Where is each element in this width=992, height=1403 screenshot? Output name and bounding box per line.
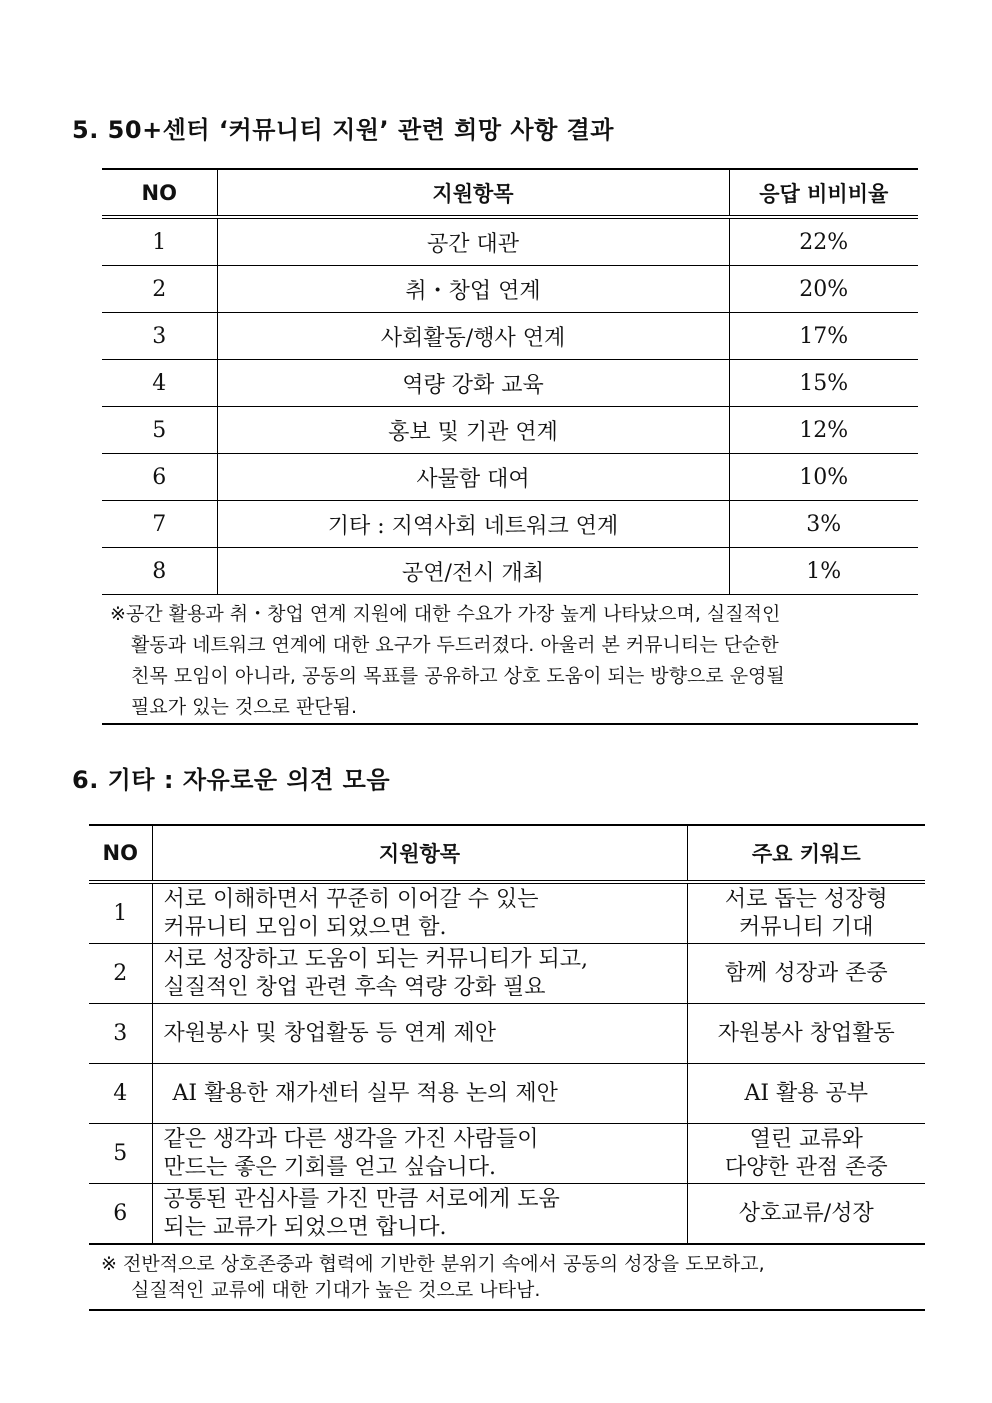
row-item: 사물함 대여 bbox=[217, 454, 729, 501]
table-row bbox=[89, 1004, 925, 1064]
table-row bbox=[102, 548, 918, 595]
table-row bbox=[102, 266, 918, 313]
section6-note bbox=[89, 1244, 925, 1310]
table-row bbox=[102, 360, 918, 407]
row-keyword: 함께 성장과 존중 bbox=[687, 944, 925, 1004]
keyword-line: 열린 교류와 bbox=[749, 1126, 863, 1152]
header-item: 지원항목 bbox=[217, 169, 729, 217]
row-no: 6 bbox=[102, 454, 217, 501]
table-row bbox=[89, 1184, 925, 1245]
row-rate: 15% bbox=[729, 360, 918, 407]
header-no: NO bbox=[102, 169, 217, 217]
row-item: 역량 강화 교육 bbox=[217, 360, 729, 407]
row-keyword bbox=[687, 1124, 925, 1184]
row-rate: 20% bbox=[729, 266, 918, 313]
row-item bbox=[152, 1184, 687, 1245]
item-line: 공통된 관심사를 가진 만큼 서로에게 도움 bbox=[163, 1186, 560, 1212]
row-keyword bbox=[687, 882, 925, 944]
note-line: ※ 전반적으로 상호존중과 협력에 기반한 분위기 속에서 공동의 성장을 도모하고, bbox=[101, 1253, 765, 1275]
row-keyword: 상호교류/성장 bbox=[687, 1184, 925, 1245]
row-item bbox=[152, 1124, 687, 1184]
row-item: 기타 : 지역사회 네트워크 연계 bbox=[217, 501, 729, 548]
row-keyword: AI 활용 공부 bbox=[687, 1064, 925, 1124]
row-no: 5 bbox=[89, 1124, 152, 1184]
row-item: 자원봉사 및 창업활동 등 연계 제안 bbox=[152, 1004, 687, 1064]
note-line: 실질적인 교류에 대한 기대가 높은 것으로 나타남. bbox=[131, 1279, 541, 1301]
table-row bbox=[89, 944, 925, 1004]
row-no: 6 bbox=[89, 1184, 152, 1245]
table-note-row bbox=[102, 595, 918, 725]
row-item bbox=[152, 944, 687, 1004]
header-item: 지원항목 bbox=[152, 825, 687, 882]
table-row bbox=[89, 882, 925, 944]
table-row bbox=[102, 217, 918, 266]
section5-title: 5. 50+센터 ‘커뮤니티 지원’ 관련 희망 사항 결과 bbox=[72, 116, 614, 144]
table-row bbox=[102, 501, 918, 548]
table-row bbox=[102, 407, 918, 454]
row-item: AI 활용한 재가센터 실무 적용 논의 제안 bbox=[152, 1064, 687, 1124]
item-line: 되는 교류가 되었으면 합니다. bbox=[163, 1214, 447, 1240]
row-item: 취・창업 연계 bbox=[217, 266, 729, 313]
row-no: 1 bbox=[89, 882, 152, 944]
row-item: 사회활동/행사 연계 bbox=[217, 313, 729, 360]
table-row bbox=[102, 454, 918, 501]
row-item: 공간 대관 bbox=[217, 217, 729, 266]
row-rate: 22% bbox=[729, 217, 918, 266]
row-keyword: 자원봉사 창업활동 bbox=[687, 1004, 925, 1064]
table-note-row bbox=[89, 1244, 925, 1310]
table-row bbox=[102, 313, 918, 360]
row-item bbox=[152, 882, 687, 944]
header-keyword: 주요 키워드 bbox=[687, 825, 925, 882]
support-preference-table bbox=[102, 168, 918, 725]
note-line: ※공간 활용과 취・창업 연계 지원에 대한 수요가 가장 높게 나타났으며, 실질적인 bbox=[110, 603, 781, 625]
item-line: 서로 성장하고 도움이 되는 커뮤니티가 되고, bbox=[163, 946, 588, 972]
keyword-line: 서로 돕는 성장형 bbox=[724, 886, 888, 912]
row-rate: 1% bbox=[729, 548, 918, 595]
section6-title: 6. 기타 : 자유로운 의견 모음 bbox=[72, 766, 391, 794]
row-no: 4 bbox=[89, 1064, 152, 1124]
row-no: 2 bbox=[102, 266, 217, 313]
row-rate: 10% bbox=[729, 454, 918, 501]
table-row bbox=[89, 1124, 925, 1184]
row-no: 7 bbox=[102, 501, 217, 548]
item-line: 만드는 좋은 기회를 얻고 싶습니다. bbox=[163, 1154, 496, 1180]
keyword-line: 커뮤니티 기대 bbox=[738, 914, 874, 940]
item-line: 실질적인 창업 관련 후속 역량 강화 필요 bbox=[163, 974, 546, 1000]
row-item: 홍보 및 기관 연계 bbox=[217, 407, 729, 454]
keyword-line: 다양한 관점 존중 bbox=[724, 1154, 888, 1180]
item-line: 같은 생각과 다른 생각을 가진 사람들이 bbox=[163, 1126, 539, 1152]
note-line: 활동과 네트워크 연계에 대한 요구가 두드러졌다. 아울러 본 커뮤니티는 단순한 bbox=[131, 634, 779, 656]
row-no: 1 bbox=[102, 217, 217, 266]
table-row bbox=[89, 1064, 925, 1124]
header-rate: 응답 비비비율 bbox=[729, 169, 918, 217]
row-no: 5 bbox=[102, 407, 217, 454]
row-no: 2 bbox=[89, 944, 152, 1004]
table-header-row bbox=[89, 825, 925, 882]
row-no: 4 bbox=[102, 360, 217, 407]
row-no: 3 bbox=[102, 313, 217, 360]
section5-note bbox=[102, 595, 918, 725]
table-header-row bbox=[102, 169, 918, 217]
note-line: 필요가 있는 것으로 판단됨. bbox=[131, 696, 358, 718]
row-no: 8 bbox=[102, 548, 217, 595]
row-item: 공연/전시 개최 bbox=[217, 548, 729, 595]
row-no: 3 bbox=[89, 1004, 152, 1064]
item-line: 커뮤니티 모임이 되었으면 함. bbox=[163, 914, 447, 940]
free-opinion-table bbox=[89, 824, 925, 1311]
item-line: 서로 이해하면서 꾸준히 이어갈 수 있는 bbox=[163, 886, 539, 912]
note-line: 친목 모임이 아니라, 공동의 목표를 공유하고 상호 도움이 되는 방향으로 운영될 bbox=[131, 665, 785, 687]
row-rate: 17% bbox=[729, 313, 918, 360]
header-no: NO bbox=[89, 825, 152, 882]
row-rate: 12% bbox=[729, 407, 918, 454]
row-rate: 3% bbox=[729, 501, 918, 548]
